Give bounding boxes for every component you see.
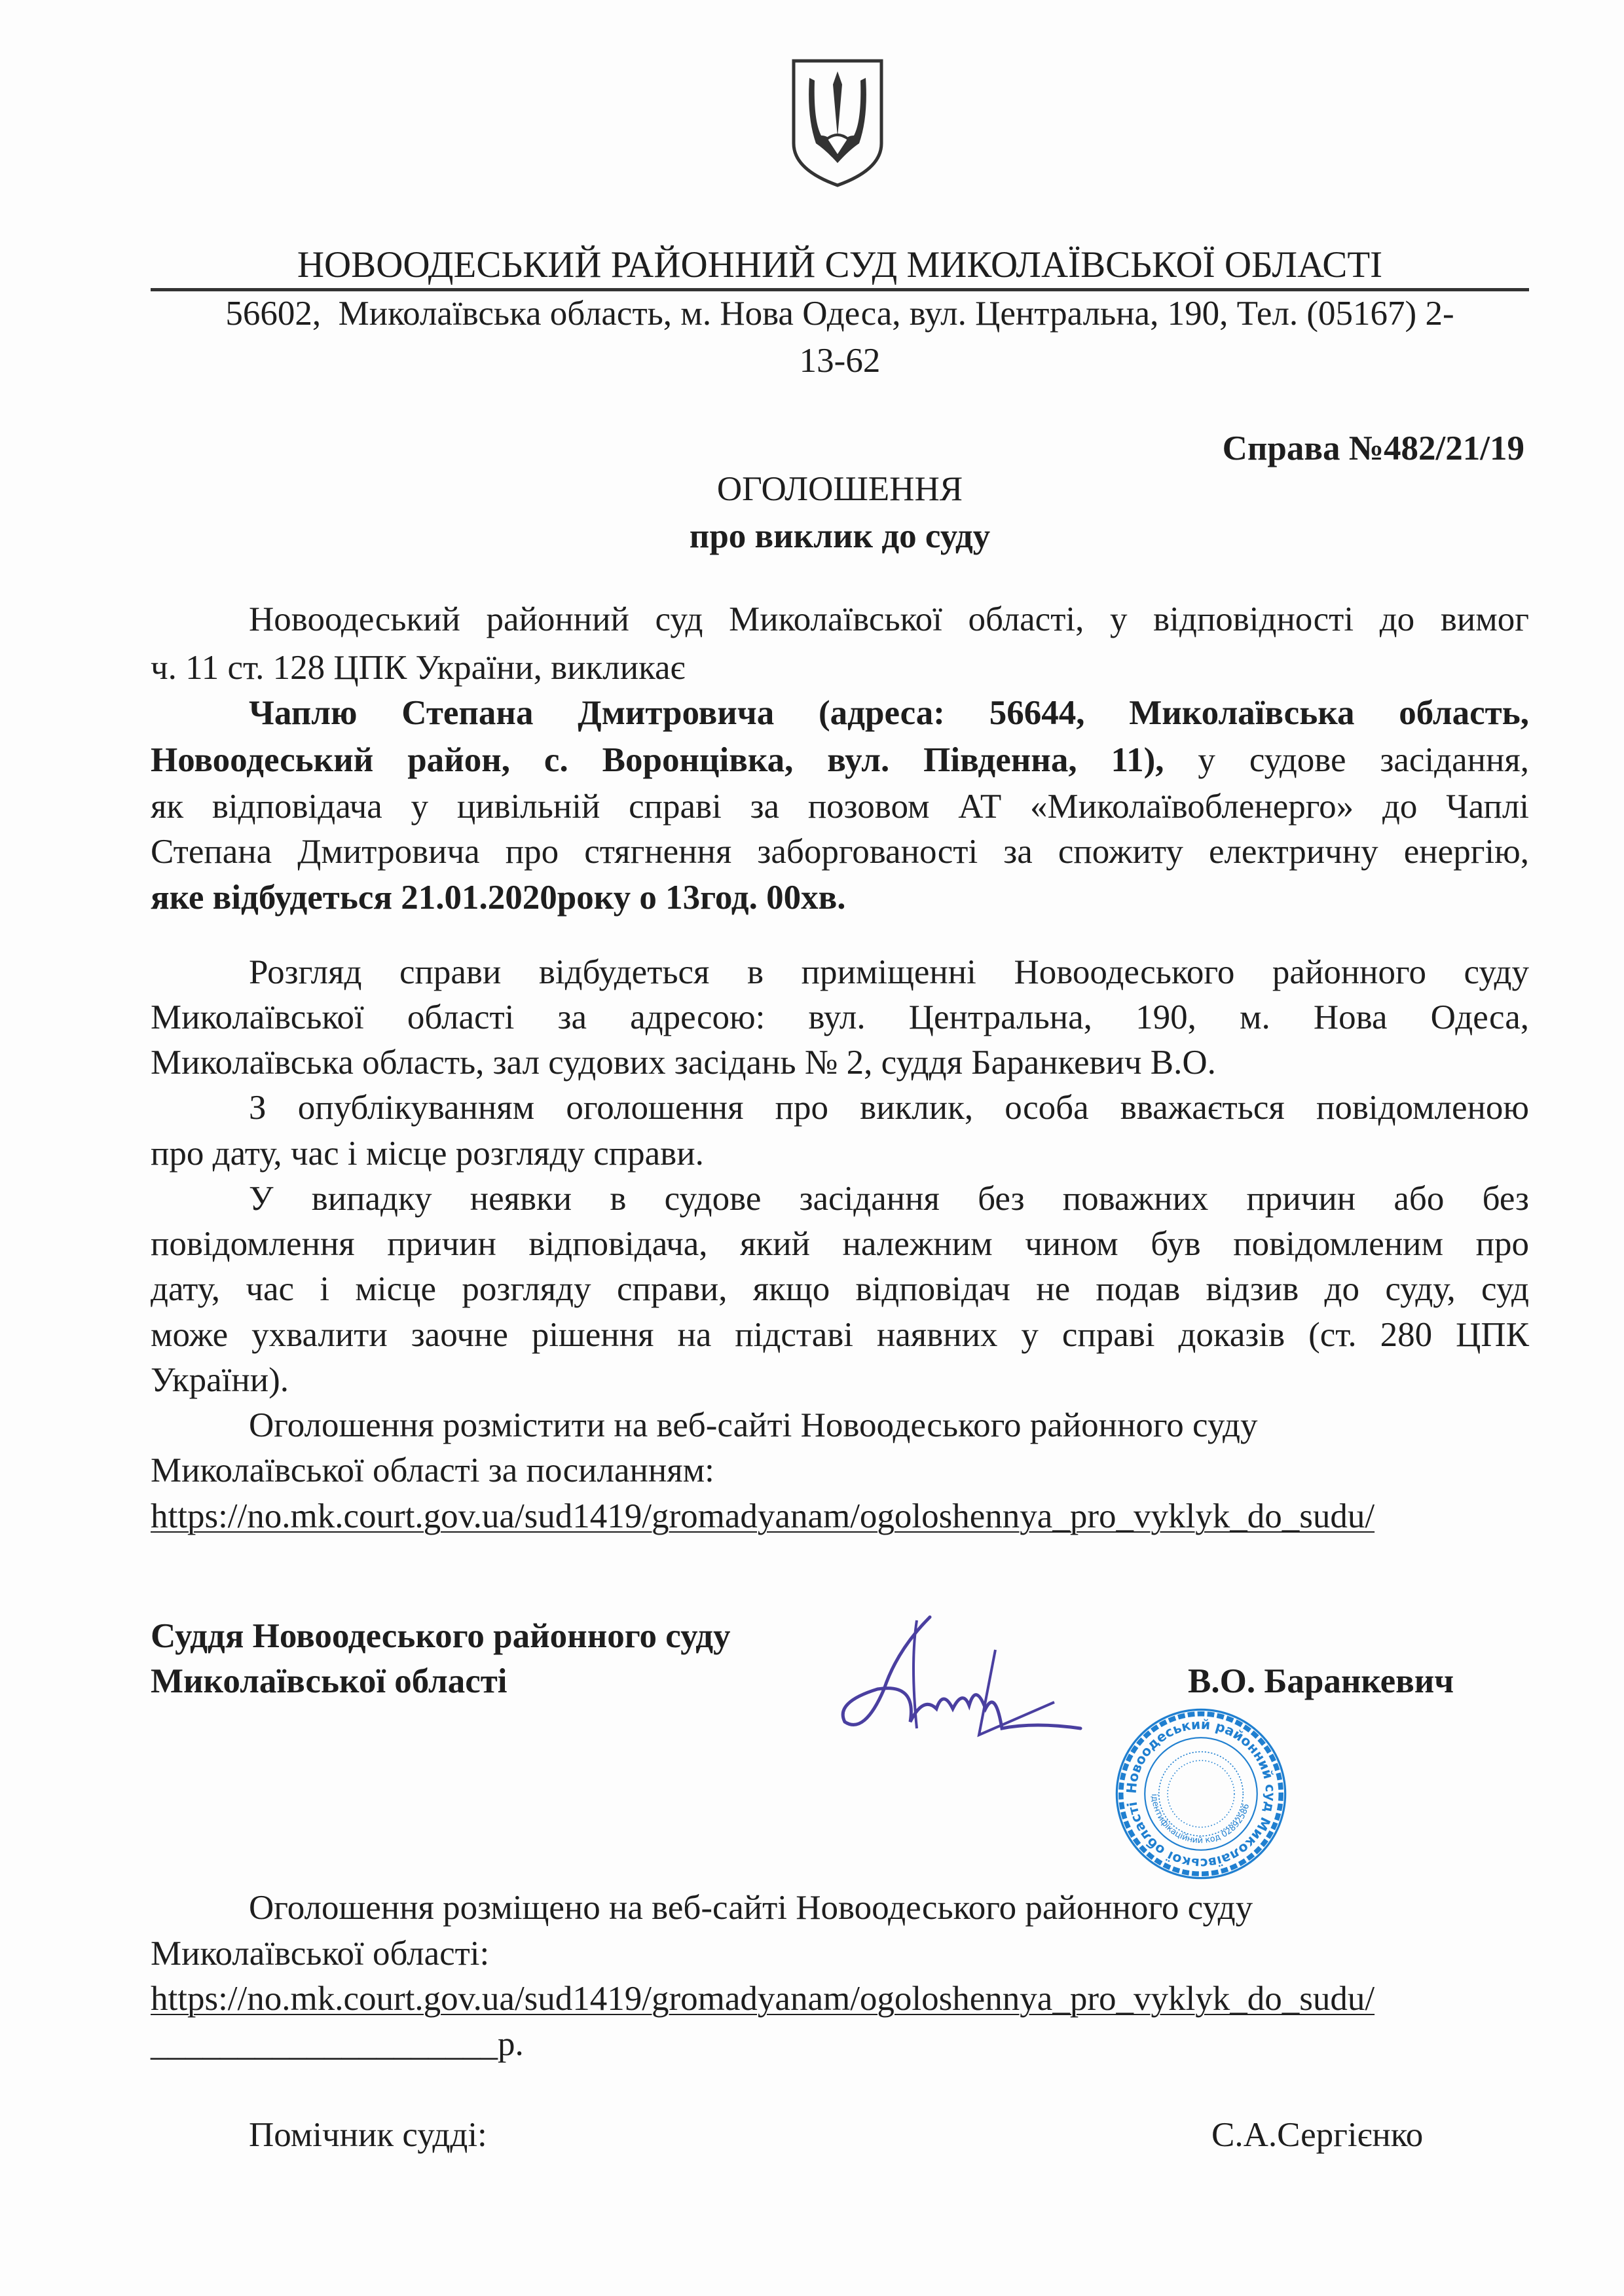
stamp-outer-text: Новоодеський районний суд Миколаївської області xyxy=(1123,1716,1279,1872)
p1-line: Новоодеський районний суд Миколаївської області, у відповідності до вимог xyxy=(249,600,1529,638)
p2-line: Чаплю Степана Дмитровича (адреса: 56644, Миколаївська область, xyxy=(249,694,1529,732)
p5-line: дату, час і місце розгляду справи, якщо відповідач не подав відзив до суду, суд xyxy=(151,1270,1529,1308)
assistant-label: Помічник судді: xyxy=(249,2116,487,2154)
p2-line: Степана Дмитровича про стягнення заборгованості за спожиту електричну енергію, xyxy=(151,833,1529,871)
court-address-cont: 13-62 xyxy=(799,342,881,380)
p3-line: Розгляд справи відбудеться в приміщенні Новоодеського районного суду xyxy=(249,953,1529,991)
posted-link[interactable]: https://no.mk.court.gov.ua/sud1419/gromadyanam/ogoloshennya_pro_vyklyk_do_sudu/ xyxy=(151,1980,1375,2018)
p3-line: Миколаївська область, зал судових засідань № 2, суддя Баранкевич В.О. xyxy=(151,1044,1216,1082)
defendant-address: Новоодеський район, с. Воронцівка, вул. Південна, 11), xyxy=(151,741,1164,779)
p2-line xyxy=(151,738,1529,783)
judge-position: Суддя Новоодеського районного суду xyxy=(151,1617,731,1655)
p2-line: як відповідача у цивільній справі за позовом АТ «Миколаївобленерго» до Чаплі xyxy=(151,788,1529,826)
judge-name: В.О. Баранкевич xyxy=(1188,1662,1454,1700)
posted-line: Оголошення розміщено на веб-сайті Новоодеського районного суду xyxy=(249,1889,1253,1927)
hearing-date: яке відбудеться 21.01.2020року о 13год. 00хв. xyxy=(151,879,846,917)
posted-line: Миколаївської області: xyxy=(151,1935,490,1973)
case-number: Справа №482/21/19 xyxy=(1222,429,1524,467)
document-subtitle: про виклик до суду xyxy=(689,517,991,555)
announcement-link[interactable]: https://no.mk.court.gov.ua/sud1419/gromadyanam/ogoloshennya_pro_vyklyk_do_sudu/ xyxy=(151,1497,1375,1535)
p5-line: України). xyxy=(151,1361,289,1399)
trident-emblem-icon xyxy=(790,58,885,188)
p5-line: може ухвалити заочне рішення на підставі наявних у справі доказів (ст. 280 ЦПК xyxy=(151,1316,1529,1354)
p3-line: Миколаївської області за адресою: вул. Центральна, 190, м. Нова Одеса, xyxy=(151,998,1529,1036)
posted-date-blank: ____________________р. xyxy=(151,2025,524,2063)
svg-text:Новоодеський районний суд Мико xyxy=(1124,1717,1279,1872)
judge-position-cont: Миколаївської області xyxy=(151,1662,507,1700)
p6-line: Оголошення розмістити на веб-сайті Новоодеського районного суду xyxy=(249,1406,1258,1444)
p5-line: повідомлення причин відповідача, який належним чином був повідомленим про xyxy=(151,1225,1529,1263)
p2-text: у судове засідання, xyxy=(1164,741,1529,779)
p4-line: про дату, час і місце розгляду справи. xyxy=(151,1135,704,1173)
court-name: НОВООДЕСЬКИЙ РАЙОННИЙ СУД МИКОЛАЇВСЬКОЇ ОБЛАСТІ xyxy=(297,244,1383,285)
stamp-inner-text: ідентифікаційний код 02892586 xyxy=(1149,1793,1252,1846)
court-seal-stamp xyxy=(1113,1706,1289,1882)
assistant-name: С.А.Сергієнко xyxy=(1211,2116,1424,2154)
document-title: ОГОЛОШЕННЯ xyxy=(716,470,963,508)
p4-line: З опублікуванням оголошення про виклик, особа вважається повідомленою xyxy=(249,1089,1529,1127)
p6-line: Миколаївської області за посиланням: xyxy=(151,1451,714,1489)
court-address: 56602, Миколаївська область, м. Нова Одеса, вул. Центральна, 190, Тел. (05167) 2- xyxy=(225,295,1454,333)
p1-line: ч. 11 ст. 128 ЦПК України, викликає xyxy=(151,649,686,687)
handwritten-signature xyxy=(838,1611,1087,1748)
p5-line: У випадку неявки в судове засідання без поважних причин або без xyxy=(249,1180,1529,1218)
